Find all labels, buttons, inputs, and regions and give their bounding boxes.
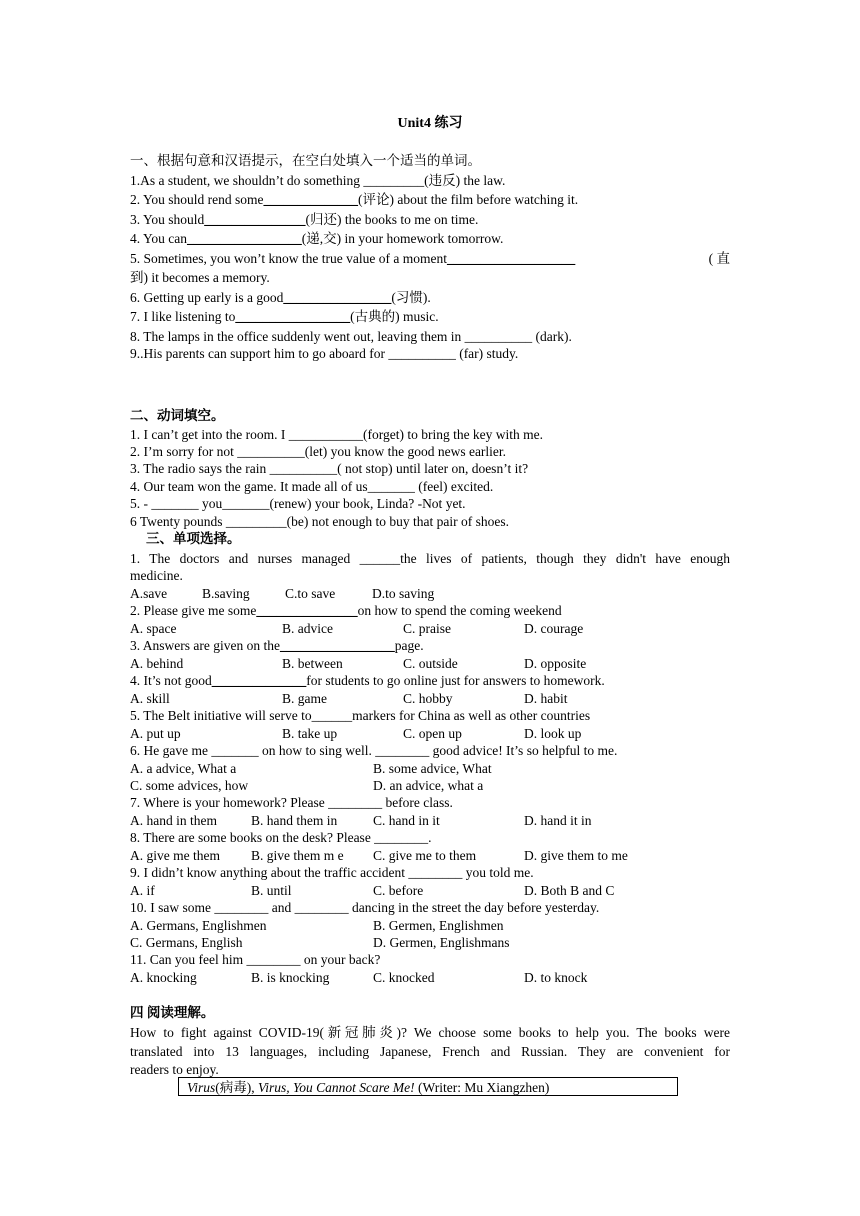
section4-heading: 四 阅读理解。 [130, 1005, 215, 1020]
s1-q4: 4. You can_________________(递,交) in your homework tomorrow. [130, 231, 504, 246]
s2-item: 6 Twenty pounds _________(be) not enough to buy that pair of shoes. [130, 514, 510, 529]
option-a: A. Germans, Englishmen [130, 918, 267, 933]
s4-para-line: readers to enjoy. [130, 1062, 219, 1077]
s1-q5: 5. Sometimes, you won’t know the true value of a moment___________________ ( 直 [130, 251, 730, 266]
s3-q1: 1. The doctors and nurses managed ______the lives of patients, though they didn't have enough [130, 551, 730, 566]
s3-q2: 2. Please give me some_______________on how to spend the coming weekend [130, 603, 562, 618]
option-b: B.saving [202, 586, 250, 601]
option-c: C. hand in it [373, 813, 440, 828]
option-d: D. Both B and C [524, 883, 615, 898]
s2-item: 2. I’m sorry for not __________(let) you know the good news earlier. [130, 444, 507, 459]
option-d: D. courage [524, 621, 584, 636]
option-d: D. give them to me [524, 848, 628, 863]
s2-item: 4. Our team won the game. It made all of us_______ (feel) excited. [130, 479, 494, 494]
s1-q6: 6. Getting up early is a good________________(习惯). [130, 290, 431, 305]
s1-q7: 7. I like listening to_________________(古典的) music. [130, 309, 439, 324]
s3-q1-options [130, 586, 730, 602]
option-c: C. give me to them [373, 848, 477, 863]
option-d: D. opposite [524, 656, 587, 671]
s4-para-line: How to fight against COVID-19(新冠肺炎)? We choose some books to help you. The books were [130, 1025, 730, 1040]
s3-q3-options [130, 656, 730, 672]
section3-heading: 三、单项选择。 [146, 531, 241, 546]
section1-heading: 一、根据句意和汉语提示，在空白处填入一个适当的单词。 [130, 153, 481, 168]
s3-q9: 9. I didn’t know anything about the traffic accident ________ you told me. [130, 865, 534, 880]
s3-q4: 4. It’s not good______________for students to go online just for answers to homework. [130, 673, 605, 688]
s2-item: 5. - _______ you_______(renew) your book, Linda? -Not yet. [130, 496, 466, 511]
s3-q5-options [130, 726, 730, 742]
option-b: B. Germen, Englishmen [373, 918, 504, 933]
option-a: A. knocking [130, 970, 197, 985]
option-a: A. if [130, 883, 155, 898]
option-d: D. to knock [524, 970, 588, 985]
option-a: A.save [130, 586, 168, 601]
option-d: D. hand it in [524, 813, 592, 828]
option-c: C. praise [403, 621, 451, 636]
s3-q10: 10. I saw some ________ and ________ dancing in the street the day before yesterday. [130, 900, 600, 915]
option-b: B. hand them in [251, 813, 338, 828]
option-a: A. skill [130, 691, 170, 706]
option-d: D. habit [524, 691, 568, 706]
s3-q7: 7. Where is your homework? Please ________ before class. [130, 795, 453, 810]
option-c: C. hobby [403, 691, 453, 706]
option-c: C. before [373, 883, 424, 898]
s1-q1: 1.As a student, we shouldn’t do something _________(违反) the law. [130, 173, 506, 188]
option-c: C. Germans, English [130, 935, 243, 950]
option-c: C. knocked [373, 970, 435, 985]
s3-q6-options-2 [130, 778, 730, 794]
option-d: D. Germen, Englishmans [373, 935, 510, 950]
option-b: B. take up [282, 726, 338, 741]
option-b: B. between [282, 656, 343, 671]
s1-q5-cont: 到) it becomes a memory. [130, 270, 270, 285]
s3-q8: 8. There are some books on the desk? Please ________. [130, 830, 432, 845]
page-title: Unit4 练习 [397, 116, 463, 131]
option-b: B. give them m e [251, 848, 344, 863]
option-a: A. hand in them [130, 813, 217, 828]
s1-q3: 3. You should_______________(归还) the books to me on time. [130, 212, 479, 227]
option-c: C. open up [403, 726, 462, 741]
option-b: B. is knocking [251, 970, 330, 985]
option-c: C. some advices, how [130, 778, 249, 793]
s2-item: 3. The radio says the rain __________( not stop) until later on, doesn’t it? [130, 461, 529, 476]
s3-q2-options [130, 621, 730, 637]
s3-q6-options-1 [130, 761, 730, 777]
book-title-box: Virus(病毒), Virus, You Cannot Scare Me! (Writer: Mu Xiangzhen) [178, 1077, 678, 1096]
option-a: A. put up [130, 726, 181, 741]
s3-q7-options [130, 813, 730, 829]
s1-q8: 8. The lamps in the office suddenly went out, leaving them in __________ (dark). [130, 329, 572, 344]
s3-q4-options [130, 691, 730, 707]
option-b: B. until [251, 883, 292, 898]
s2-item: 1. I can’t get into the room. I ___________(forget) to bring the key with me. [130, 427, 544, 442]
section2-heading: 二、动词填空。 [130, 408, 225, 423]
option-a: A. space [130, 621, 177, 636]
s3-q1-cont: medicine. [130, 568, 183, 583]
s3-q11-options [130, 970, 730, 986]
option-c: C. outside [403, 656, 458, 671]
option-d: D. look up [524, 726, 582, 741]
option-d: D.to saving [372, 586, 435, 601]
s1-q9: 9..His parents can support him to go aboard for __________ (far) study. [130, 346, 519, 361]
s3-q3: 3. Answers are given on the_________________page. [130, 638, 424, 653]
s4-para-line: translated into 13 languages, including Japanese, French and Russian. They are convenient for [130, 1044, 730, 1059]
s1-q2: 2. You should rend some______________(评论) about the film before watching it. [130, 192, 579, 207]
option-c: C.to save [285, 586, 336, 601]
s3-q5: 5. The Belt initiative will serve to______markers for China as well as other countries [130, 708, 591, 723]
option-a: A. a advice, What a [130, 761, 237, 776]
option-a: A. behind [130, 656, 184, 671]
s3-q9-options [130, 883, 730, 899]
s3-q10-options-1 [130, 918, 730, 934]
option-b: B. game [282, 691, 327, 706]
s3-q6: 6. He gave me _______ on how to sing well. ________ good advice! It’s so helpful to me. [130, 743, 618, 758]
option-d: D. an advice, what a [373, 778, 484, 793]
s3-q8-options [130, 848, 730, 864]
s3-q11: 11. Can you feel him ________ on your back? [130, 952, 381, 967]
option-b: B. advice [282, 621, 333, 636]
s3-q10-options-2 [130, 935, 730, 951]
option-b: B. some advice, What [373, 761, 492, 776]
option-a: A. give me them [130, 848, 220, 863]
